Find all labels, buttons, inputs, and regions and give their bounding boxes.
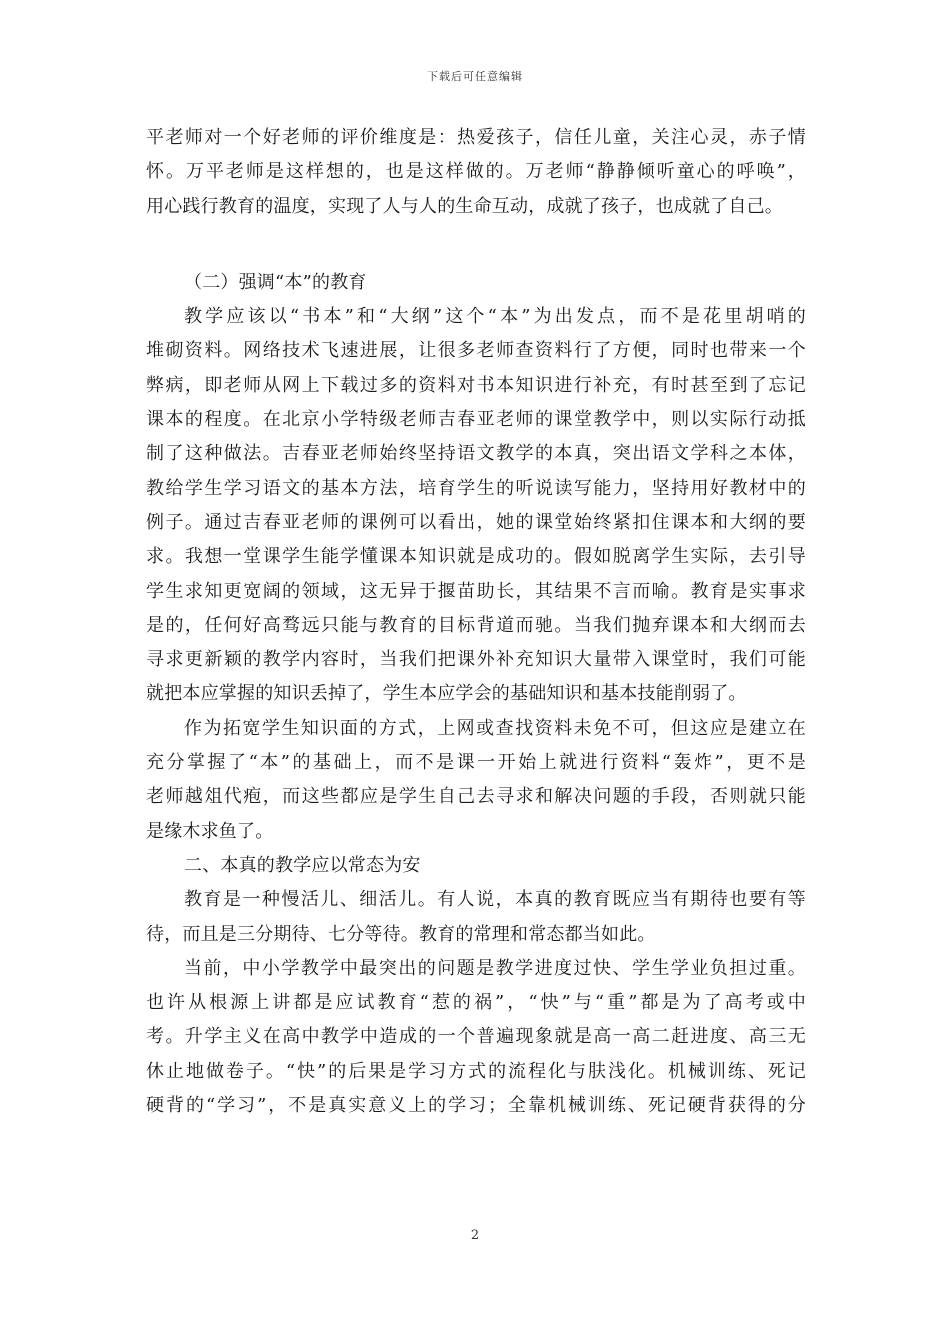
text-line: 休止地做卷子。“快”的后果是学习方式的流程化与肤浅化。机械训练、死记 bbox=[146, 1060, 806, 1082]
text-line: 求。我想一堂课学生能学懂课本知识就是成功的。假如脱离学生实际，去引导 bbox=[146, 546, 806, 568]
text-line: 教学应该以“书本”和“大纲”这个“本”为出发点，而不是花里胡哨的 bbox=[184, 306, 806, 328]
page-header: 下载后可任意编辑 bbox=[427, 70, 523, 83]
text-line: 硬背的“学习”，不是真实意义上的学习；全靠机械训练、死记硬背获得的分 bbox=[146, 1095, 806, 1117]
page-number: 2 bbox=[470, 1228, 480, 1243]
section-heading-normal-state: 二、本真的教学应以常态为安 bbox=[184, 854, 421, 876]
text-line: 教给学生学习语文的基本方法，培育学生的听说读写能力，坚持用好教材中的 bbox=[146, 477, 806, 499]
text-line: 也许从根源上讲都是应试教育“惹的祸”，“快”与“重”都是为了高考或中 bbox=[146, 992, 806, 1014]
text-line: 制了这种做法。吉春亚老师始终坚持语文教学的本真，突出语文学科之本体， bbox=[146, 443, 806, 465]
text-line: 老师越俎代疱，而这些都应是学生自己去寻求和解决问题的手段，否则就只能 bbox=[146, 786, 806, 808]
text-line: 作为拓宽学生知识面的方式，上网或查找资料未免不可，但这应是建立在 bbox=[184, 717, 806, 739]
text-line: 待，而且是三分期待、七分等待。教育的常理和常态都当如此。 bbox=[146, 923, 656, 945]
text-line: 教育是一种慢活儿、细活儿。有人说，本真的教育既应当有期待也要有等 bbox=[184, 889, 806, 911]
text-line: 是缘木求鱼了。 bbox=[146, 820, 274, 842]
text-line: 弊病，即老师从网上下载过多的资料对书本知识进行补充，有时甚至到了忘记 bbox=[146, 374, 806, 396]
section-heading-emphasize-ben: （二）强调“本”的教育 bbox=[184, 271, 367, 293]
paragraph-current-problems bbox=[146, 952, 806, 1123]
text-line: 寻求更新颖的教学内容时，当我们把课外补充知识大量带入课堂时，我们可能 bbox=[146, 649, 806, 671]
text-line: 就把本应掌握的知识丢掉了，学生本应学会的基础知识和基本技能削弱了。 bbox=[146, 683, 747, 705]
paragraph-slow-work bbox=[146, 883, 806, 952]
text-line: 平老师对一个好老师的评价维度是：热爱孩子，信任儿童，关注心灵，赤子情 bbox=[146, 127, 806, 148]
text-line: 用心践行教育的温度，实现了人与人的生命互动，成就了孩子，也成就了自己。 bbox=[146, 195, 783, 217]
text-line: 充分掌握了“本”的基础上，而不是课一开始上就进行资料“轰炸”，更不是 bbox=[146, 752, 806, 774]
text-line: 堆砌资料。网络技术飞速进展，让很多老师查资料行了方便，同时也带来一个 bbox=[146, 340, 806, 362]
document-body bbox=[146, 121, 806, 1123]
paragraph-gap bbox=[146, 224, 806, 266]
text-line: 是的，任何好高骛远只能与教育的目标背道而驰。当我们抛弃课本和大纲而去 bbox=[146, 614, 806, 636]
paragraph-textbook-syllabus bbox=[146, 300, 806, 712]
paragraph-broaden-knowledge bbox=[146, 712, 806, 849]
text-line: 考。升学主义在高中教学中造成的一个普遍现象就是高一高二赶进度、高三无 bbox=[146, 1026, 806, 1048]
text-line: 当前，中小学教学中最突出的问题是教学进度过快、学生学业负担过重。 bbox=[184, 957, 806, 979]
text-line: 例子。通过吉春亚老师的课例可以看出，她的课堂始终紧扣住课本和大纲的要 bbox=[146, 511, 806, 533]
text-line: 怀。万平老师是这样想的，也是这样做的。万老师“静静倾听童心的呼唤”， bbox=[146, 161, 806, 183]
text-line: 学生求知更宽阔的领域，这无异于揠苗助长，其结果不言而喻。教育是实事求 bbox=[146, 580, 806, 602]
paragraph-love-children bbox=[146, 121, 806, 224]
text-line: 课本的程度。在北京小学特级老师吉春亚老师的课堂教学中，则以实际行动抵 bbox=[146, 409, 806, 431]
